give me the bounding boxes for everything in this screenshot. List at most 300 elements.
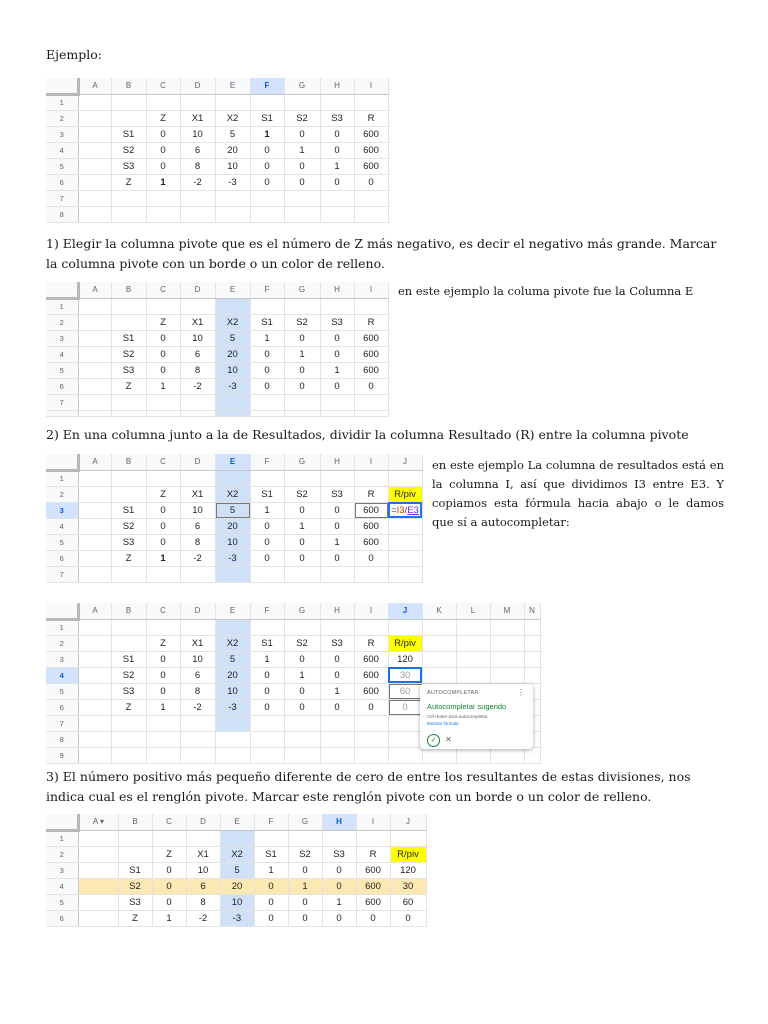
pivot-row-cell[interactable]: 0	[152, 878, 186, 894]
cell[interactable]: 0	[152, 862, 186, 878]
cell[interactable]: X1	[180, 314, 215, 330]
column-header[interactable]: H	[320, 78, 354, 94]
column-header-selected[interactable]: F	[250, 78, 284, 94]
cell[interactable]: S3	[320, 635, 354, 651]
ratio-cell-active[interactable]: 30	[388, 667, 422, 683]
row-header[interactable]: 4	[46, 878, 78, 894]
column-header[interactable]: H	[320, 282, 354, 298]
cell[interactable]: Z	[152, 846, 186, 862]
cell[interactable]: Z	[146, 110, 180, 126]
cell[interactable]: 8	[180, 158, 215, 174]
row-header[interactable]: 1	[46, 830, 78, 846]
show-formula-link[interactable]: Mostrar fórmula	[427, 721, 459, 726]
cell[interactable]: 0	[146, 518, 180, 534]
cell[interactable]: 0	[284, 683, 320, 699]
cell[interactable]: 0	[284, 174, 320, 190]
column-header[interactable]: E	[215, 78, 250, 94]
cell[interactable]: R	[354, 110, 388, 126]
more-options-icon[interactable]: ⋮	[517, 688, 525, 697]
column-header-selected[interactable]: J	[388, 603, 422, 619]
cell[interactable]: 600	[354, 142, 388, 158]
cell[interactable]: 1	[250, 651, 284, 667]
row-header[interactable]: 4	[46, 346, 78, 362]
column-header[interactable]: E	[215, 603, 250, 619]
cell[interactable]: 0	[284, 550, 320, 566]
cell[interactable]: 1	[152, 910, 186, 926]
cell[interactable]: S3	[320, 314, 354, 330]
column-header[interactable]: D	[180, 603, 215, 619]
select-all-corner[interactable]	[46, 814, 78, 830]
pivot-cell[interactable]: -3	[220, 910, 254, 926]
row-header[interactable]: 8	[46, 731, 78, 747]
column-header[interactable]: B	[111, 603, 146, 619]
cell[interactable]: 0	[322, 910, 356, 926]
ratio-cell[interactable]: 120	[388, 651, 422, 667]
cell[interactable]: 600	[354, 534, 388, 550]
column-header[interactable]: I	[356, 814, 390, 830]
cell[interactable]: 0	[320, 378, 354, 394]
cell[interactable]: 0	[354, 699, 388, 715]
row-header[interactable]: 7	[46, 190, 78, 206]
cell[interactable]: 0	[250, 550, 284, 566]
cell[interactable]: 0	[250, 142, 284, 158]
cell[interactable]: R	[356, 846, 390, 862]
cell[interactable]: 8	[186, 894, 220, 910]
cell[interactable]: 600	[354, 362, 388, 378]
column-header[interactable]: C	[146, 454, 180, 470]
cell[interactable]: 0	[250, 174, 284, 190]
cell[interactable]: S3	[118, 894, 152, 910]
cell[interactable]: 0	[284, 330, 320, 346]
cell[interactable]: 10	[180, 126, 215, 142]
pivot-cell-referenced[interactable]: 5	[215, 502, 250, 518]
row-header[interactable]: 9	[46, 747, 78, 763]
column-header[interactable]: G	[284, 603, 320, 619]
cell[interactable]: 0	[146, 667, 180, 683]
cell[interactable]: 1	[284, 142, 320, 158]
cell[interactable]: Z	[146, 486, 180, 502]
cell[interactable]: 0	[146, 502, 180, 518]
row-header-selected[interactable]: 4	[46, 667, 78, 683]
pivot-cell[interactable]: X2	[215, 635, 250, 651]
column-header[interactable]: F	[250, 454, 284, 470]
row-header[interactable]: 4	[46, 142, 78, 158]
cell[interactable]: 0	[146, 158, 180, 174]
cell[interactable]: 0	[320, 550, 354, 566]
pivot-cell[interactable]: X2	[215, 486, 250, 502]
pivot-cell[interactable]: 10	[215, 362, 250, 378]
cell[interactable]: 0	[284, 651, 320, 667]
row-header[interactable]: 5	[46, 158, 78, 174]
pivot-row-cell[interactable]: 600	[356, 878, 390, 894]
column-header[interactable]: F	[250, 282, 284, 298]
cell[interactable]: S3	[322, 846, 356, 862]
cell[interactable]: 1	[254, 862, 288, 878]
cell[interactable]: 0	[284, 502, 320, 518]
cell[interactable]: 0	[320, 174, 354, 190]
cell[interactable]: 0	[322, 862, 356, 878]
cell[interactable]: 10	[186, 862, 220, 878]
cell[interactable]: 0	[250, 534, 284, 550]
column-header[interactable]: J	[390, 814, 426, 830]
pivot-cell[interactable]: 10	[215, 534, 250, 550]
cell[interactable]: 1	[146, 174, 180, 190]
ratio-cell[interactable]: 60	[390, 894, 426, 910]
column-header[interactable]: D	[180, 282, 215, 298]
cell[interactable]: 0	[146, 683, 180, 699]
cell[interactable]: 0	[320, 667, 354, 683]
pivot-cell[interactable]: 5	[215, 330, 250, 346]
cell[interactable]: 5	[215, 126, 250, 142]
pivot-row-cell[interactable]: 1	[288, 878, 322, 894]
result-cell-referenced[interactable]: 600	[354, 502, 388, 518]
cell[interactable]: Z	[111, 699, 146, 715]
ratio-cell-suggested[interactable]: 0	[388, 699, 422, 715]
cell[interactable]: 8	[180, 683, 215, 699]
cell[interactable]: 0	[354, 550, 388, 566]
row-header[interactable]: 5	[46, 534, 78, 550]
column-header[interactable]: G	[284, 282, 320, 298]
cell[interactable]: 600	[354, 683, 388, 699]
pivot-cell[interactable]: 20	[215, 346, 250, 362]
row-header[interactable]: 6	[46, 378, 78, 394]
cell[interactable]: 0	[146, 126, 180, 142]
cell[interactable]: 0	[146, 534, 180, 550]
cell[interactable]: 1	[284, 518, 320, 534]
cell[interactable]: 0	[254, 894, 288, 910]
row-header[interactable]: 5	[46, 894, 78, 910]
row-header[interactable]: 7	[46, 394, 78, 410]
cell[interactable]: -2	[180, 699, 215, 715]
cell[interactable]: 0	[284, 126, 320, 142]
row-header[interactable]: 3	[46, 126, 78, 142]
cell[interactable]: Z	[118, 910, 152, 926]
column-header[interactable]: J	[388, 454, 422, 470]
cell[interactable]: -2	[186, 910, 220, 926]
cell[interactable]: -3	[215, 174, 250, 190]
cell[interactable]: 1	[250, 126, 284, 142]
cell[interactable]: 0	[288, 910, 322, 926]
pivot-cell[interactable]: 10	[215, 683, 250, 699]
pivot-cell[interactable]: 20	[215, 667, 250, 683]
column-header[interactable]: B	[111, 454, 146, 470]
cell[interactable]: Z	[146, 635, 180, 651]
cell[interactable]: 0	[354, 174, 388, 190]
column-header[interactable]: A	[78, 78, 111, 94]
cell[interactable]: 0	[288, 862, 322, 878]
cell[interactable]: S2	[111, 346, 146, 362]
column-header[interactable]: C	[152, 814, 186, 830]
cell[interactable]: 600	[354, 158, 388, 174]
cell[interactable]: S2	[288, 846, 322, 862]
cell[interactable]: 0	[146, 362, 180, 378]
cell[interactable]: 0	[146, 142, 180, 158]
row-header[interactable]: 3	[46, 651, 78, 667]
row-header[interactable]: 2	[46, 635, 78, 651]
column-header-selected[interactable]: H	[322, 814, 356, 830]
cell[interactable]: 0	[250, 518, 284, 534]
row-header[interactable]: 6	[46, 550, 78, 566]
cell[interactable]: 1	[250, 502, 284, 518]
column-header-selected[interactable]: E	[215, 454, 250, 470]
cell[interactable]: 0	[284, 699, 320, 715]
cell[interactable]: 0	[320, 518, 354, 534]
pivot-cell[interactable]: 5	[220, 862, 254, 878]
row-header[interactable]: 2	[46, 846, 78, 862]
select-all-corner[interactable]	[46, 603, 78, 619]
pivot-cell[interactable]: X2	[215, 314, 250, 330]
column-header[interactable]: F	[250, 603, 284, 619]
column-header[interactable]: N	[524, 603, 540, 619]
column-header[interactable]: D	[186, 814, 220, 830]
cell[interactable]: 0	[152, 894, 186, 910]
cell[interactable]: 0	[250, 378, 284, 394]
row-header[interactable]: 7	[46, 715, 78, 731]
cell[interactable]: 0	[320, 346, 354, 362]
cell[interactable]: R	[354, 314, 388, 330]
column-header[interactable]: M	[490, 603, 524, 619]
cell[interactable]: 0	[146, 330, 180, 346]
cell[interactable]: 0	[254, 910, 288, 926]
column-header[interactable]: C	[146, 282, 180, 298]
column-header[interactable]: H	[320, 454, 354, 470]
cell[interactable]: S2	[111, 142, 146, 158]
cell[interactable]: 0	[320, 142, 354, 158]
cell[interactable]: X1	[180, 110, 215, 126]
cell[interactable]: 1	[146, 550, 180, 566]
column-header[interactable]: E	[215, 282, 250, 298]
cell[interactable]: 8	[180, 534, 215, 550]
cell[interactable]: 0	[320, 502, 354, 518]
cell[interactable]: S1	[111, 502, 146, 518]
cell[interactable]: 1	[146, 378, 180, 394]
column-header[interactable]: A	[78, 282, 111, 298]
cell[interactable]: S2	[284, 486, 320, 502]
row-header[interactable]: 7	[46, 566, 78, 582]
cell[interactable]: 600	[354, 518, 388, 534]
pivot-cell[interactable]: -3	[215, 378, 250, 394]
reject-close-icon[interactable]: ✕	[445, 735, 452, 744]
cell[interactable]: 0	[284, 362, 320, 378]
cell[interactable]: S1	[250, 110, 284, 126]
cell[interactable]: S2	[284, 314, 320, 330]
cell[interactable]: S3	[111, 362, 146, 378]
cell[interactable]: X1	[186, 846, 220, 862]
pivot-row-cell[interactable]: 0	[254, 878, 288, 894]
cell[interactable]: 0	[288, 894, 322, 910]
select-all-corner[interactable]	[46, 282, 78, 298]
cell[interactable]: 6	[180, 667, 215, 683]
cell[interactable]: 0	[250, 683, 284, 699]
cell[interactable]: S3	[111, 158, 146, 174]
row-header[interactable]: 1	[46, 94, 78, 110]
pivot-cell[interactable]: X2	[220, 846, 254, 862]
cell[interactable]: Z	[111, 378, 146, 394]
column-header[interactable]: I	[354, 282, 388, 298]
column-header[interactable]: F	[254, 814, 288, 830]
pivot-element-cell[interactable]: 20	[220, 878, 254, 894]
pivot-cell[interactable]: 20	[215, 518, 250, 534]
cell[interactable]: 0	[320, 699, 354, 715]
row-header[interactable]: 6	[46, 699, 78, 715]
accept-check-icon[interactable]: ✓	[427, 734, 440, 747]
row-header[interactable]: 4	[46, 518, 78, 534]
cell[interactable]: 0	[320, 651, 354, 667]
ratio-cell[interactable]: 120	[390, 862, 426, 878]
cell[interactable]: 8	[180, 362, 215, 378]
cell[interactable]: 0	[250, 667, 284, 683]
pivot-row-cell[interactable]: S2	[118, 878, 152, 894]
cell[interactable]: 600	[354, 667, 388, 683]
column-header[interactable]: I	[354, 603, 388, 619]
cell[interactable]: 10	[180, 651, 215, 667]
cell[interactable]: S1	[254, 846, 288, 862]
column-header[interactable]: G	[284, 454, 320, 470]
column-header[interactable]: C	[146, 78, 180, 94]
cell[interactable]: S1	[111, 126, 146, 142]
ratio-header-cell[interactable]: R/piv	[390, 846, 426, 862]
cell[interactable]: 1	[320, 534, 354, 550]
cell[interactable]: S3	[320, 110, 354, 126]
row-header[interactable]: 5	[46, 683, 78, 699]
row-header[interactable]: 1	[46, 298, 78, 314]
pivot-cell[interactable]: -3	[215, 550, 250, 566]
cell[interactable]: 1	[284, 346, 320, 362]
column-header[interactable]: I	[354, 454, 388, 470]
cell[interactable]: 10	[180, 330, 215, 346]
row-header[interactable]: 3	[46, 330, 78, 346]
cell[interactable]: 0	[146, 346, 180, 362]
cell[interactable]: 600	[354, 346, 388, 362]
cell[interactable]: 0	[250, 346, 284, 362]
ratio-cell[interactable]: 0	[390, 910, 426, 926]
cell[interactable]: -2	[180, 174, 215, 190]
cell[interactable]: Z	[111, 550, 146, 566]
cell[interactable]: 0	[284, 158, 320, 174]
column-header[interactable]: H	[320, 603, 354, 619]
column-header[interactable]: E	[220, 814, 254, 830]
select-all-corner[interactable]	[46, 454, 78, 470]
column-header[interactable]: K	[422, 603, 456, 619]
cell[interactable]: 6	[180, 142, 215, 158]
row-header[interactable]: 1	[46, 470, 78, 486]
cell[interactable]: S1	[250, 486, 284, 502]
cell[interactable]: 20	[215, 142, 250, 158]
column-header[interactable]: A	[78, 454, 111, 470]
cell[interactable]: 0	[320, 126, 354, 142]
pivot-row-cell[interactable]: 0	[322, 878, 356, 894]
cell[interactable]: 1	[320, 158, 354, 174]
cell[interactable]: 6	[180, 346, 215, 362]
cell[interactable]: S2	[111, 518, 146, 534]
cell[interactable]: 0	[356, 910, 390, 926]
row-header[interactable]: 6	[46, 910, 78, 926]
column-header[interactable]: D	[180, 78, 215, 94]
column-header[interactable]: D	[180, 454, 215, 470]
cell[interactable]: S2	[111, 667, 146, 683]
column-header[interactable]: C	[146, 603, 180, 619]
cell[interactable]: Z	[111, 174, 146, 190]
cell[interactable]: 10	[215, 158, 250, 174]
column-header-filter[interactable]: A ▾	[78, 814, 118, 830]
cell[interactable]: 10	[180, 502, 215, 518]
pivot-cell[interactable]: 10	[220, 894, 254, 910]
cell[interactable]: 1	[284, 667, 320, 683]
row-header[interactable]: 2	[46, 314, 78, 330]
column-header[interactable]: I	[354, 78, 388, 94]
cell[interactable]: 600	[354, 126, 388, 142]
row-header[interactable]: 2	[46, 486, 78, 502]
ratio-cell-suggested[interactable]: 60	[388, 683, 422, 699]
cell[interactable]: 0	[284, 534, 320, 550]
cell[interactable]: R	[354, 635, 388, 651]
pivot-row-cell[interactable]: 6	[186, 878, 220, 894]
cell[interactable]: 600	[356, 862, 390, 878]
row-header[interactable]: 6	[46, 174, 78, 190]
row-header[interactable]: 8	[46, 206, 78, 222]
cell[interactable]: 1	[320, 683, 354, 699]
pivot-row-ratio-cell[interactable]: 30	[390, 878, 426, 894]
cell[interactable]: S1	[111, 651, 146, 667]
column-header[interactable]: A	[78, 603, 111, 619]
cell[interactable]: S3	[111, 683, 146, 699]
cell[interactable]: S1	[250, 635, 284, 651]
cell[interactable]: -2	[180, 550, 215, 566]
cell[interactable]: 0	[354, 378, 388, 394]
cell[interactable]: 1	[146, 699, 180, 715]
cell[interactable]: S2	[284, 635, 320, 651]
cell[interactable]: S1	[250, 314, 284, 330]
row-header[interactable]: 2	[46, 110, 78, 126]
pivot-cell[interactable]: -3	[215, 699, 250, 715]
column-header[interactable]: B	[118, 814, 152, 830]
column-header[interactable]: G	[284, 78, 320, 94]
cell[interactable]: 0	[250, 158, 284, 174]
column-header[interactable]: B	[111, 282, 146, 298]
cell[interactable]: 0	[320, 330, 354, 346]
column-header[interactable]: G	[288, 814, 322, 830]
ratio-header-cell[interactable]: R/piv	[388, 635, 422, 651]
row-header[interactable]: 5	[46, 362, 78, 378]
cell[interactable]: S1	[111, 330, 146, 346]
cell[interactable]: 0	[250, 699, 284, 715]
cell[interactable]: 6	[180, 518, 215, 534]
cell[interactable]: S1	[118, 862, 152, 878]
cell[interactable]: S2	[284, 110, 320, 126]
cell[interactable]: S3	[111, 534, 146, 550]
cell[interactable]: X2	[215, 110, 250, 126]
cell[interactable]: X1	[180, 635, 215, 651]
pivot-cell[interactable]: 5	[215, 651, 250, 667]
cell[interactable]: 600	[354, 330, 388, 346]
cell[interactable]: 600	[354, 651, 388, 667]
cell[interactable]: 0	[146, 651, 180, 667]
cell[interactable]: 1	[322, 894, 356, 910]
cell[interactable]: 600	[356, 894, 390, 910]
row-header-selected[interactable]: 3	[46, 502, 78, 518]
row-header[interactable]: 1	[46, 619, 78, 635]
column-header[interactable]: L	[456, 603, 490, 619]
column-header[interactable]: B	[111, 78, 146, 94]
cell[interactable]: S3	[320, 486, 354, 502]
cell[interactable]: Z	[146, 314, 180, 330]
cell[interactable]: X1	[180, 486, 215, 502]
cell[interactable]: 1	[320, 362, 354, 378]
ratio-header-cell[interactable]: R/piv	[388, 486, 422, 502]
select-all-corner[interactable]	[46, 78, 78, 94]
row-header[interactable]: 3	[46, 862, 78, 878]
cell[interactable]: 0	[250, 362, 284, 378]
